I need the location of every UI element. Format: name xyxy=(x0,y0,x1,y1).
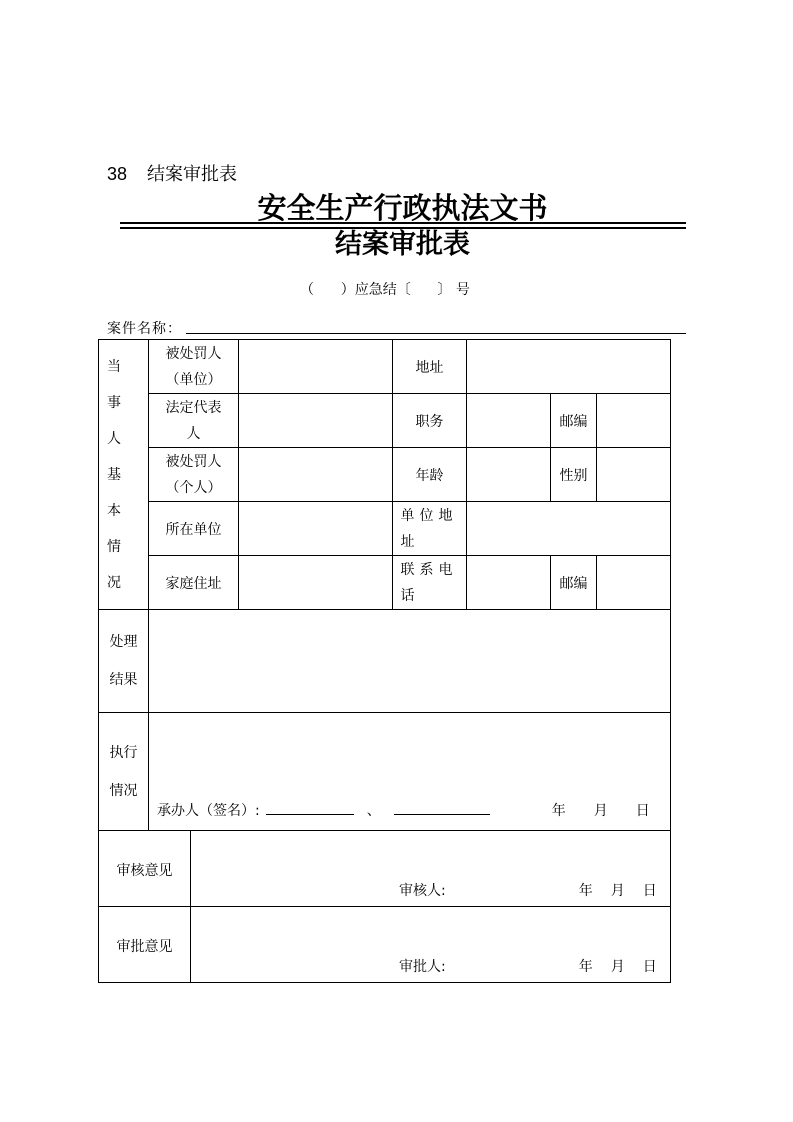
approval-day: 日 xyxy=(642,959,657,975)
penalized-person-label: 被处罚人（个人） xyxy=(149,448,239,502)
result-field[interactable] xyxy=(149,610,671,713)
reviewer-label: 审核人: xyxy=(399,883,446,899)
case-name-field[interactable] xyxy=(186,333,686,334)
approval-label: 审批意见 xyxy=(99,907,191,983)
legal-representative-field[interactable] xyxy=(239,394,393,448)
approval-field[interactable] xyxy=(191,907,671,983)
age-field[interactable] xyxy=(467,448,551,502)
home-address-label: 家庭住址 xyxy=(149,556,239,610)
document-number-label: 结案审批表 xyxy=(147,164,238,184)
postcode-field[interactable] xyxy=(597,394,671,448)
gender-field[interactable] xyxy=(597,448,671,502)
form-title: 结案审批表 xyxy=(335,229,470,260)
address-field[interactable] xyxy=(467,340,671,394)
execution-year: 年 xyxy=(551,803,566,819)
approval-year: 年 xyxy=(578,959,593,975)
legal-representative-label: 法定代表人 xyxy=(149,394,239,448)
execution-field[interactable] xyxy=(149,713,671,831)
party-info-label: 当事人基本情况 xyxy=(99,340,149,610)
execution-label: 执行情况 xyxy=(99,713,149,831)
position-field[interactable] xyxy=(467,394,551,448)
penalized-unit-label: 被处罚人（单位） xyxy=(149,340,239,394)
address-label: 地址 xyxy=(393,340,467,394)
handler-signature-1[interactable] xyxy=(266,800,354,815)
document-number-line: （ ）应急结〔 〕 号 xyxy=(300,282,470,298)
result-label: 处理结果 xyxy=(99,610,149,713)
age-label: 年龄 xyxy=(393,448,467,502)
employer-field[interactable] xyxy=(239,502,393,556)
gender-label: 性别 xyxy=(551,448,597,502)
review-year: 年 xyxy=(578,883,593,899)
handler-label: 承办人（签名）: xyxy=(157,803,260,819)
execution-month: 月 xyxy=(593,803,608,819)
employer-address-field[interactable] xyxy=(467,502,671,556)
title-rule-top xyxy=(120,222,686,224)
handler-separator: 、 xyxy=(366,803,381,819)
employer-label: 所在单位 xyxy=(149,502,239,556)
approval-month: 月 xyxy=(610,959,625,975)
review-label: 审核意见 xyxy=(99,831,191,907)
review-field[interactable] xyxy=(191,831,671,907)
penalized-unit-field[interactable] xyxy=(239,340,393,394)
handler-signature-2[interactable] xyxy=(394,800,490,815)
postcode-2-field[interactable] xyxy=(597,556,671,610)
document-title: 安全生产行政执法文书 xyxy=(257,191,548,225)
home-address-field[interactable] xyxy=(239,556,393,610)
approver-label: 审批人: xyxy=(399,959,446,975)
document-number: 38 xyxy=(107,164,128,184)
employer-address-label: 单位地址 xyxy=(393,502,467,556)
approval-form-table xyxy=(98,339,671,983)
position-label: 职务 xyxy=(393,394,467,448)
review-day: 日 xyxy=(642,883,657,899)
case-name-label: 案件名称： xyxy=(107,321,182,337)
contact-phone-label: 联系电话 xyxy=(393,556,467,610)
execution-day: 日 xyxy=(635,803,650,819)
contact-phone-field[interactable] xyxy=(467,556,551,610)
penalized-person-field[interactable] xyxy=(239,448,393,502)
document-number-heading xyxy=(107,160,237,186)
review-month: 月 xyxy=(610,883,625,899)
postcode-2-label: 邮编 xyxy=(551,556,597,610)
postcode-label: 邮编 xyxy=(551,394,597,448)
